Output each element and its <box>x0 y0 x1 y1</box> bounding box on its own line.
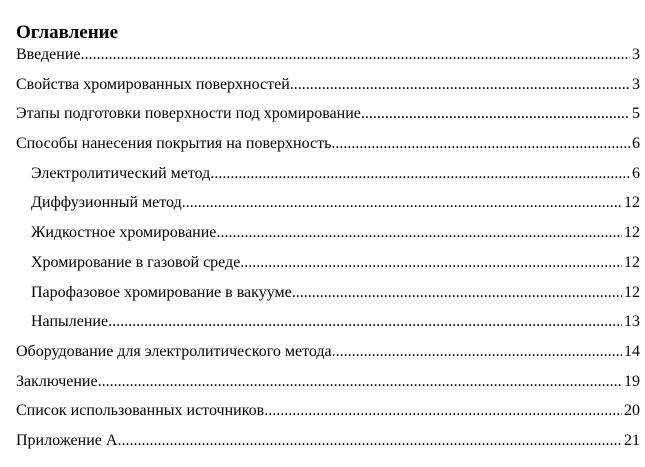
toc-entry-page-number: 5 <box>632 105 640 123</box>
toc-entry-text: Диффузионный метод <box>31 194 182 212</box>
toc-entry-page-number: 12 <box>624 283 640 301</box>
toc-entry-page-number: 12 <box>624 253 640 271</box>
toc-entry-text: Список использованных источников <box>16 402 265 420</box>
toc-entry[interactable] <box>16 104 640 134</box>
toc-entry[interactable] <box>16 312 640 342</box>
toc-entry-page-number: 21 <box>624 431 640 449</box>
toc-entry-page-number: 3 <box>632 75 640 93</box>
toc-entry[interactable] <box>16 223 640 253</box>
toc-entry-text: Способы нанесения покрытия на поверхность <box>16 135 332 153</box>
dot-leader <box>292 283 622 302</box>
dot-leader <box>81 45 631 64</box>
toc-entry[interactable] <box>16 283 640 313</box>
toc-entry-text: Хромирование в газовой среде <box>31 253 241 271</box>
toc-entry-page-number: 6 <box>632 164 640 182</box>
toc-entry-page-number: 6 <box>632 135 640 153</box>
toc-entry-text: Оборудование для электролитического метода <box>16 342 332 360</box>
toc-entry[interactable] <box>16 75 640 105</box>
dot-leader <box>108 312 622 331</box>
toc-entry-page-number: 13 <box>624 313 640 331</box>
toc-entry-text: Приложение А <box>16 431 118 449</box>
toc-entry[interactable] <box>16 401 640 431</box>
dot-leader <box>98 372 622 391</box>
dot-leader <box>240 253 622 272</box>
dot-leader <box>361 104 630 123</box>
dot-leader <box>182 193 622 212</box>
dot-leader <box>290 75 630 94</box>
toc-entry[interactable] <box>16 193 640 223</box>
toc-entry[interactable] <box>16 164 640 194</box>
dot-leader <box>332 342 622 361</box>
toc-entry-text: Этапы подготовки поверхности под хромирование <box>16 105 361 123</box>
toc-entry-page-number: 12 <box>624 224 640 242</box>
toc-entry[interactable] <box>16 431 640 461</box>
toc-entry[interactable] <box>16 342 640 372</box>
dot-leader <box>264 401 622 420</box>
toc-entry[interactable] <box>16 253 640 283</box>
toc-entry-text: Электролитический метод <box>31 164 211 182</box>
toc-entry-text: Жидкостное хромирование <box>31 224 217 242</box>
toc-list <box>16 45 640 461</box>
toc-entry-text: Напыление <box>31 313 109 331</box>
toc-entry-text: Введение <box>16 46 81 63</box>
dot-leader <box>210 164 630 183</box>
toc-entry-page-number: 3 <box>632 46 640 63</box>
toc-entry-page-number: 19 <box>624 372 640 390</box>
toc-entry-text: Парофазовое хромирование в вакууме <box>31 283 292 301</box>
toc-title: Оглавление <box>16 22 119 43</box>
dot-leader <box>216 223 622 242</box>
toc-entry-page-number: 14 <box>624 342 640 360</box>
dot-leader <box>117 431 622 450</box>
toc-entry[interactable] <box>16 45 640 75</box>
dot-leader <box>331 134 630 153</box>
toc-entry-page-number: 12 <box>624 194 640 212</box>
toc-entry-text: Заключение <box>16 372 98 390</box>
toc-entry[interactable] <box>16 372 640 402</box>
toc-entry[interactable] <box>16 134 640 164</box>
toc-entry-text: Свойства хромированных поверхностей <box>16 75 290 93</box>
toc-entry-page-number: 20 <box>624 402 640 420</box>
table-of-contents <box>16 22 640 461</box>
